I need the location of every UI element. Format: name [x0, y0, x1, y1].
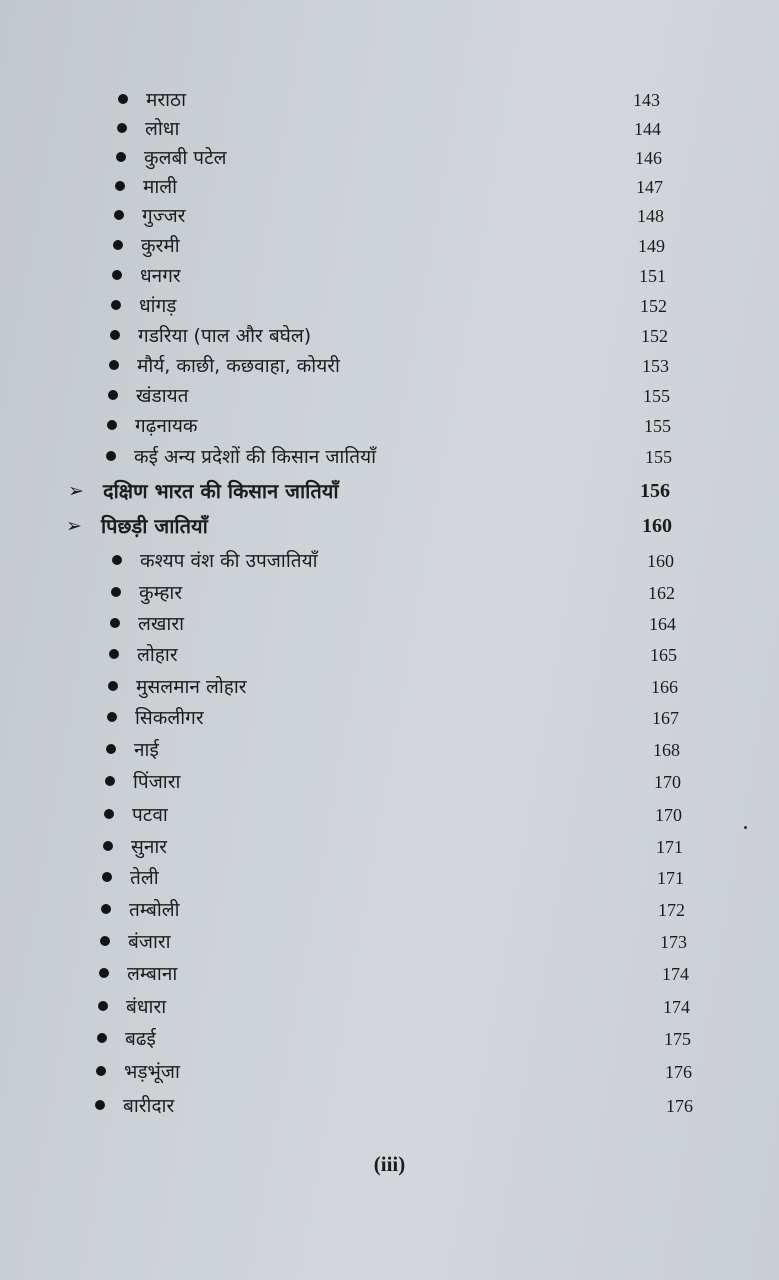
bullet-icon — [107, 712, 117, 722]
entry-title: बंजारा — [128, 931, 171, 953]
entry-title: लम्बाना — [127, 963, 178, 985]
bullet-icon — [112, 270, 122, 280]
toc-entry — [0, 863, 779, 893]
entry-page-number: 175 — [664, 1029, 691, 1049]
entry-title: तेली — [130, 867, 159, 889]
entry-page-number: 149 — [638, 236, 665, 256]
toc-entry — [0, 767, 779, 797]
entry-title: नाई — [134, 739, 159, 761]
entry-title: गढ़नायक — [135, 415, 198, 437]
toc-entry — [0, 800, 779, 830]
toc-entry — [0, 672, 779, 702]
entry-page-number: 164 — [649, 614, 676, 634]
entry-title: मुसलमान लोहार — [136, 676, 247, 698]
entry-page-number: 155 — [644, 416, 671, 436]
entry-page-number: 155 — [643, 386, 670, 406]
bullet-icon — [108, 681, 118, 691]
entry-page-number: 172 — [658, 900, 685, 920]
entry-title: माली — [143, 176, 178, 198]
toc-entry — [0, 351, 779, 381]
entry-title: लोधा — [145, 118, 180, 140]
toc-entry — [0, 1091, 779, 1121]
entry-title: तम्बोली — [129, 899, 180, 921]
entry-page-number: 165 — [650, 645, 677, 665]
bullet-icon — [117, 123, 127, 133]
toc-entry — [0, 1057, 779, 1087]
bullet-icon — [105, 776, 115, 786]
toc-entry — [0, 578, 779, 608]
entry-page-number: 176 — [666, 1096, 693, 1116]
bullet-icon — [104, 809, 114, 819]
toc-entry — [0, 703, 779, 733]
entry-title: सुनार — [131, 836, 168, 858]
toc-entry — [0, 1024, 779, 1054]
toc-entry — [0, 261, 779, 291]
bullet-icon — [102, 872, 112, 882]
toc-entry — [0, 291, 779, 321]
entry-page-number: 162 — [648, 583, 675, 603]
toc-section-heading — [0, 476, 779, 506]
bullet-icon — [111, 587, 121, 597]
entry-title: मौर्य, काछी, कछवाहा, कोयरी — [137, 355, 340, 377]
bullet-icon — [96, 1066, 106, 1076]
entry-page-number: 170 — [655, 805, 682, 825]
bullet-icon — [115, 181, 125, 191]
toc-entry — [0, 640, 779, 670]
arrowhead-right-icon: ➢ — [66, 515, 82, 537]
entry-title: सिकलीगर — [135, 707, 204, 729]
toc-entry — [0, 114, 779, 144]
toc-entry — [0, 546, 779, 576]
bullet-icon — [114, 210, 124, 220]
bullet-icon — [116, 152, 126, 162]
entry-page-number: 148 — [637, 206, 664, 226]
entry-page-number: 170 — [654, 772, 681, 792]
entry-title: धनगर — [140, 265, 181, 287]
entry-title: कुरमी — [141, 235, 180, 257]
bullet-icon — [109, 649, 119, 659]
section-page-number: 156 — [640, 480, 670, 502]
entry-page-number: 160 — [647, 551, 674, 571]
entry-title: गडरिया (पाल और बघेल) — [138, 325, 312, 347]
bullet-icon — [103, 841, 113, 851]
bullet-icon — [95, 1100, 105, 1110]
toc-entry — [0, 895, 779, 925]
entry-page-number: 144 — [634, 119, 661, 139]
entry-title: बंधारा — [126, 996, 167, 1018]
bullet-icon — [111, 300, 121, 310]
entry-title: पिंजारा — [133, 771, 181, 793]
entry-page-number: 152 — [640, 296, 667, 316]
entry-page-number: 174 — [662, 964, 689, 984]
toc-entry — [0, 927, 779, 957]
bullet-icon — [110, 330, 120, 340]
toc-entry — [0, 231, 779, 261]
toc-entry — [0, 442, 779, 472]
entry-page-number: 174 — [663, 997, 690, 1017]
entry-title: कई अन्य प्रदेशों की किसान जातियाँ — [134, 446, 377, 468]
entry-page-number: 171 — [657, 868, 684, 888]
entry-page-number: 173 — [660, 932, 687, 952]
toc-entry — [0, 143, 779, 173]
entry-title: मराठा — [146, 89, 187, 111]
entry-title: बारीदार — [123, 1095, 175, 1117]
entry-page-number: 151 — [639, 266, 666, 286]
entry-page-number: 152 — [641, 326, 668, 346]
toc-entry — [0, 735, 779, 765]
toc-entry — [0, 992, 779, 1022]
arrowhead-right-icon: ➢ — [68, 480, 84, 502]
bullet-icon — [100, 936, 110, 946]
entry-title: पटवा — [132, 804, 168, 826]
entry-title: खंडायत — [136, 385, 189, 407]
bullet-icon — [113, 240, 123, 250]
bullet-icon — [101, 904, 111, 914]
section-page-number: 160 — [642, 515, 672, 537]
toc-entry — [0, 172, 779, 202]
entry-page-number: 176 — [665, 1062, 692, 1082]
entry-title: लोहार — [137, 644, 178, 666]
bullet-icon — [106, 744, 116, 754]
page-folio-number: (iii) — [373, 1152, 406, 1176]
entry-title: धांगड़ — [139, 295, 177, 317]
bullet-icon — [110, 618, 120, 628]
entry-page-number: 166 — [651, 677, 678, 697]
toc-entry — [0, 411, 779, 441]
toc-entry — [0, 381, 779, 411]
entry-title: बढई — [125, 1028, 156, 1050]
entry-page-number: 147 — [636, 177, 663, 197]
entry-page-number: 171 — [656, 837, 683, 857]
toc-entry — [0, 609, 779, 639]
entry-title: कश्यप वंश की उपजातियाँ — [140, 550, 318, 572]
entry-title: कुलबी पटेल — [144, 147, 227, 169]
entry-page-number: 146 — [635, 148, 662, 168]
print-speck — [744, 826, 747, 829]
bullet-icon — [99, 968, 109, 978]
bullet-icon — [109, 360, 119, 370]
entry-page-number: 168 — [653, 740, 680, 760]
entry-page-number: 153 — [642, 356, 669, 376]
section-title: दक्षिण भारत की किसान जातियाँ — [103, 479, 339, 503]
bullet-icon — [107, 420, 117, 430]
entry-title: भड़भूंजा — [124, 1061, 180, 1083]
bullet-icon — [106, 451, 116, 461]
entry-title: लखारा — [138, 613, 185, 635]
toc-entry — [0, 321, 779, 351]
toc-entry — [0, 201, 779, 231]
toc-entry — [0, 832, 779, 862]
bullet-icon — [98, 1001, 108, 1011]
toc-entry — [0, 85, 779, 115]
toc-section-heading — [0, 511, 779, 541]
entry-page-number: 167 — [652, 708, 679, 728]
bullet-icon — [108, 390, 118, 400]
entry-page-number: 143 — [633, 90, 660, 110]
entry-title: गुज्जर — [142, 205, 186, 227]
section-title: पिछड़ी जातियाँ — [101, 514, 208, 538]
bullet-icon — [112, 555, 122, 565]
bullet-icon — [97, 1033, 107, 1043]
bullet-icon — [118, 94, 128, 104]
entry-title: कुम्हार — [139, 582, 183, 604]
toc-entry — [0, 959, 779, 989]
entry-page-number: 155 — [645, 447, 672, 467]
